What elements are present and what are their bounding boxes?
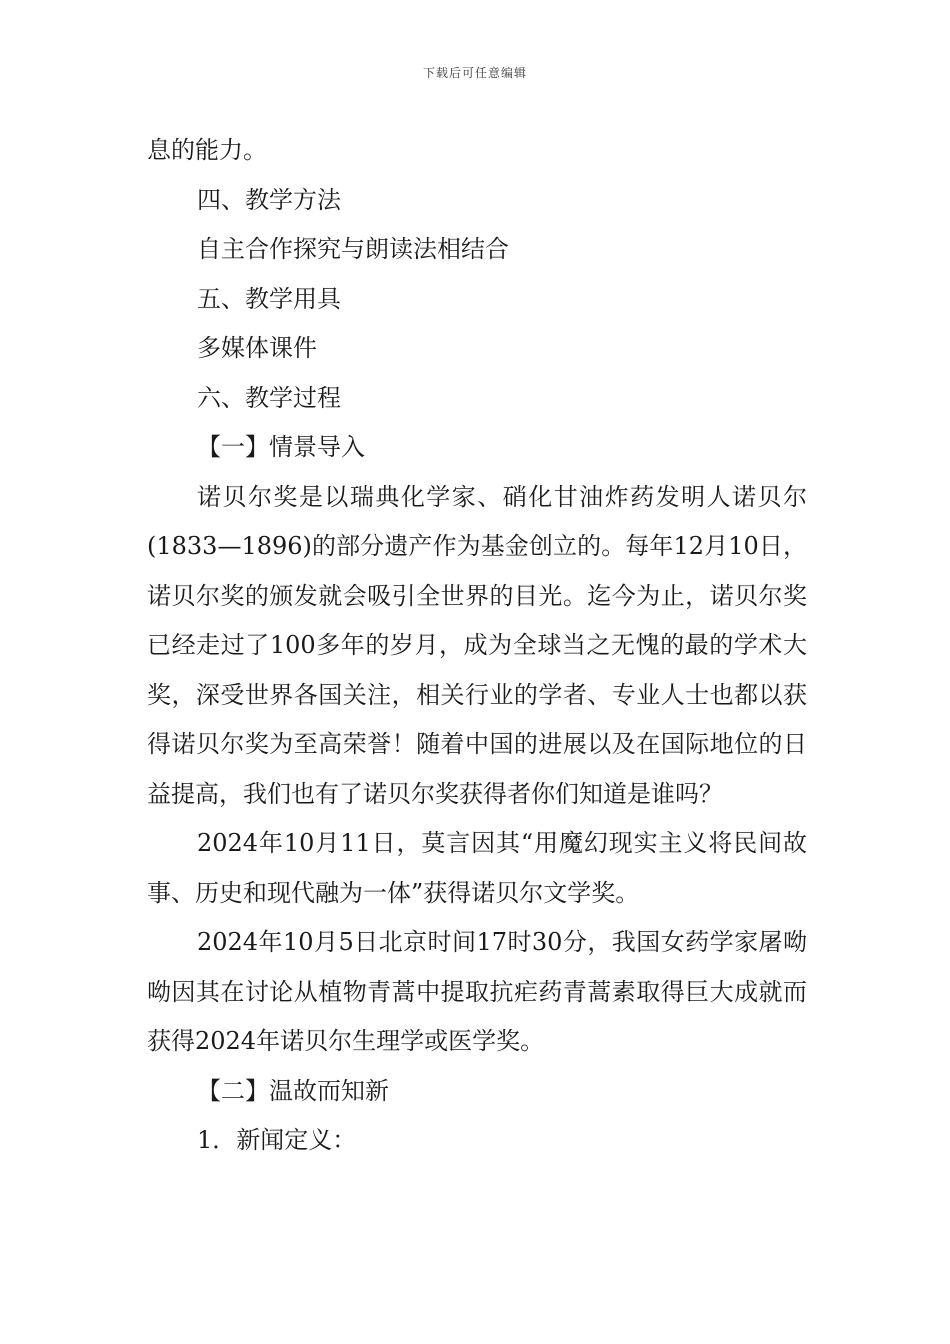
subheading-review: 【二】温故而知新 — [197, 1076, 389, 1105]
subheading-intro: 【一】情景导入 — [197, 433, 365, 461]
continuation-line: 息的能力。 — [147, 136, 267, 164]
section-heading-tools: 五、教学用具 — [197, 284, 341, 313]
paragraph-tu-youyou: 2024年10月5日北京时间17时30分，我国女药学家屠呦呦因其在讨论从植物青蒿中提取抗疟药青蒿素取得巨大成就而获得2024年诺贝尔生理学或医学奖。 — [147, 928, 807, 1055]
list-item-news-definition: 1．新闻定义： — [197, 1126, 357, 1154]
page-header: 下载后可任意编辑 — [422, 66, 527, 80]
section-heading-methods: 四、教学方法 — [197, 185, 341, 214]
tools-text: 多媒体课件 — [197, 334, 317, 362]
document-body — [147, 126, 807, 1166]
methods-text: 自主合作探究与朗读法相结合 — [197, 235, 509, 263]
paragraph-nobel-intro: 诺贝尔奖是以瑞典化学家、硝化甘油炸药发明人诺贝尔(1833—1896)的部分遗产作为基金创立的。每年12月10日，诺贝尔奖的颁发就会吸引全世界的目光。迄今为止，诺贝尔奖已经走过了100多年的岁月，成为全球当之无愧的最的学术大奖，深受世界各国关注，相关行业的学者、专业人士也都以获得诺贝尔奖为至高荣誉！随着中国的进展以及在国际地位的日益提高，我们也有了诺贝尔奖获得者你们知道是谁吗？ — [147, 482, 807, 808]
section-heading-process: 六、教学过程 — [197, 383, 341, 412]
paragraph-mo-yan: 2024年10月11日，莫言因其“用魔幻现实主义将民间故事、历史和现代融为一体”获得诺贝尔文学奖。 — [147, 829, 807, 907]
